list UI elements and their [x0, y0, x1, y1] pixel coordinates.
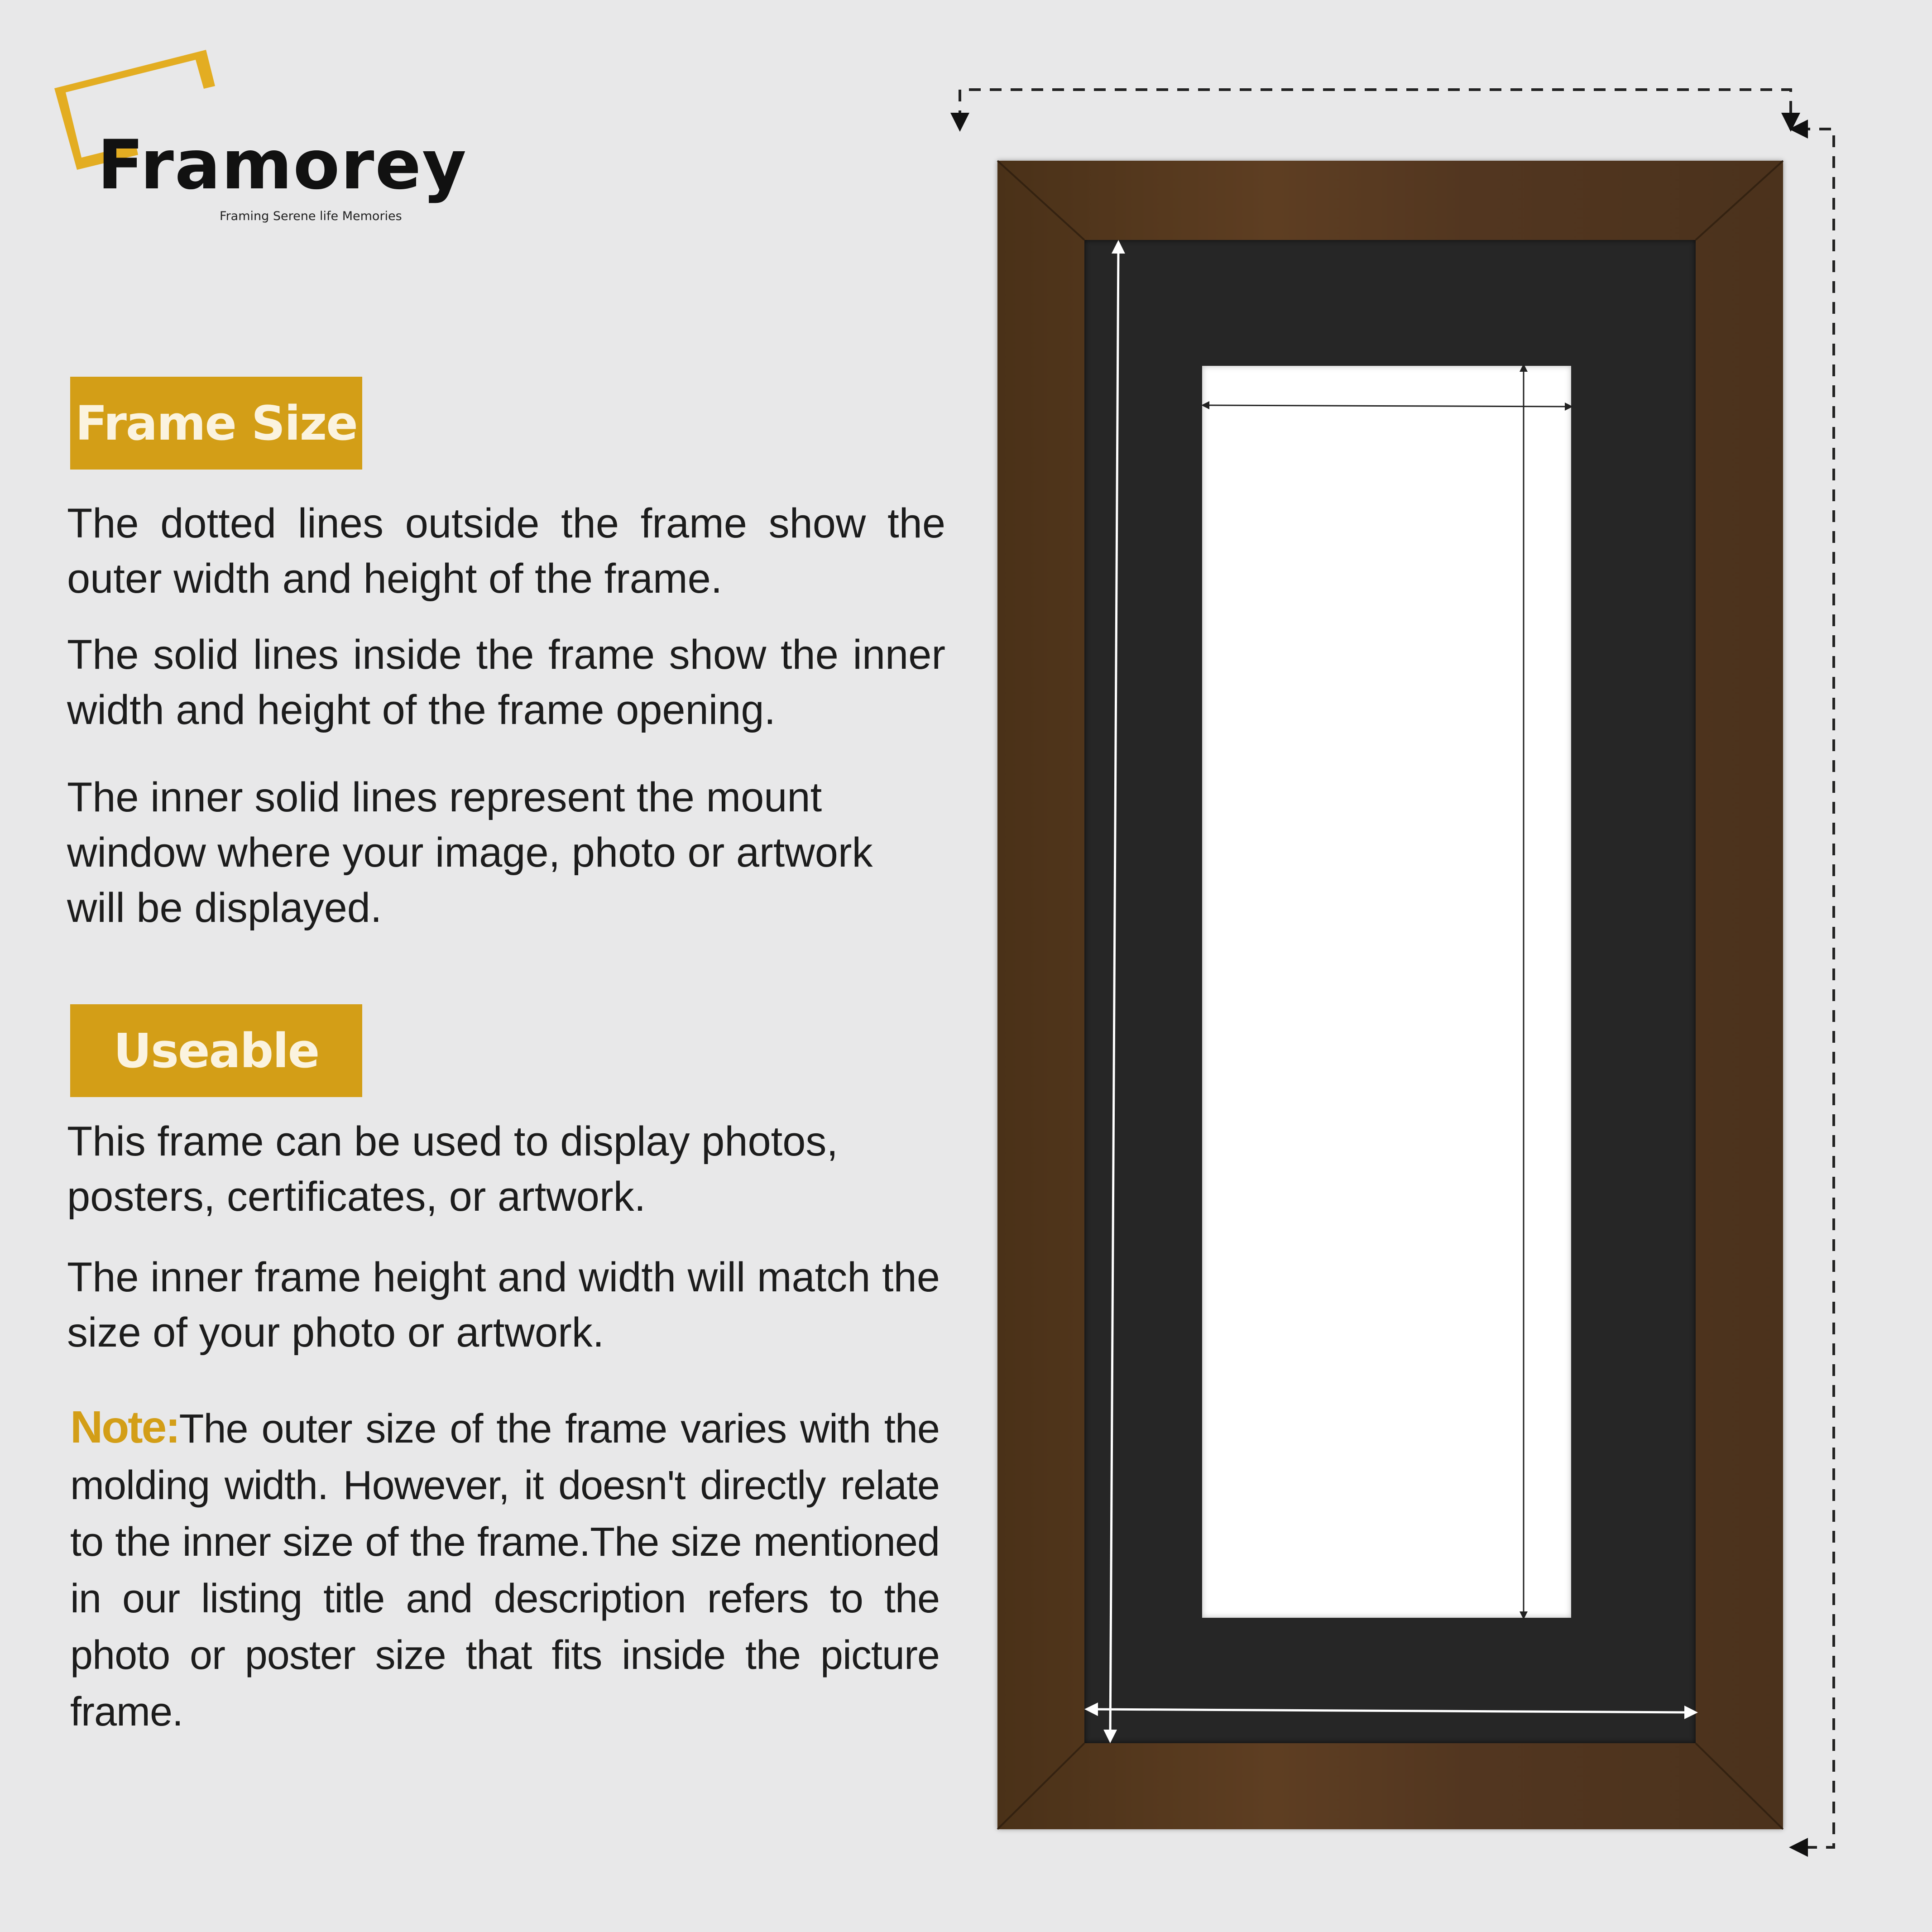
- window-dimension-lines: [1205, 368, 1569, 1616]
- note-label: Note:: [70, 1402, 179, 1453]
- frame-size-paragraph-inner: The solid lines inside the frame show the inner width and height of the frame opening.: [67, 632, 945, 733]
- useable-paragraph-match: The inner frame height and width will match the size of your photo or artwork.: [67, 1254, 940, 1356]
- logo-tagline: Framing Serene life Memories: [220, 209, 402, 223]
- frame-size-heading: Frame Size: [70, 377, 362, 470]
- useable-heading: Useable: [70, 1004, 362, 1097]
- useable-paragraph-display: This frame can be used to display photos, posters, certificates, or artwork.: [67, 1118, 838, 1220]
- opening-dimension-lines: [1091, 247, 1691, 1736]
- frame-size-paragraph-mount: The inner solid lines represent the mount window where your image, photo or artwork will be displayed.: [67, 774, 873, 931]
- note-text: The outer size of the frame varies with the molding width. However, it doesn't directly relate to the inner size of the frame.The size mentioned in our listing title and description refers to the photo or poster size that fits inside the picture frame.: [70, 1406, 940, 1735]
- frame-size-paragraph-outer: The dotted lines outside the frame show the outer width and height of the frame.: [67, 500, 945, 602]
- logo-name: Framorey: [97, 126, 467, 205]
- outer-dimension-lines: [960, 90, 1834, 1847]
